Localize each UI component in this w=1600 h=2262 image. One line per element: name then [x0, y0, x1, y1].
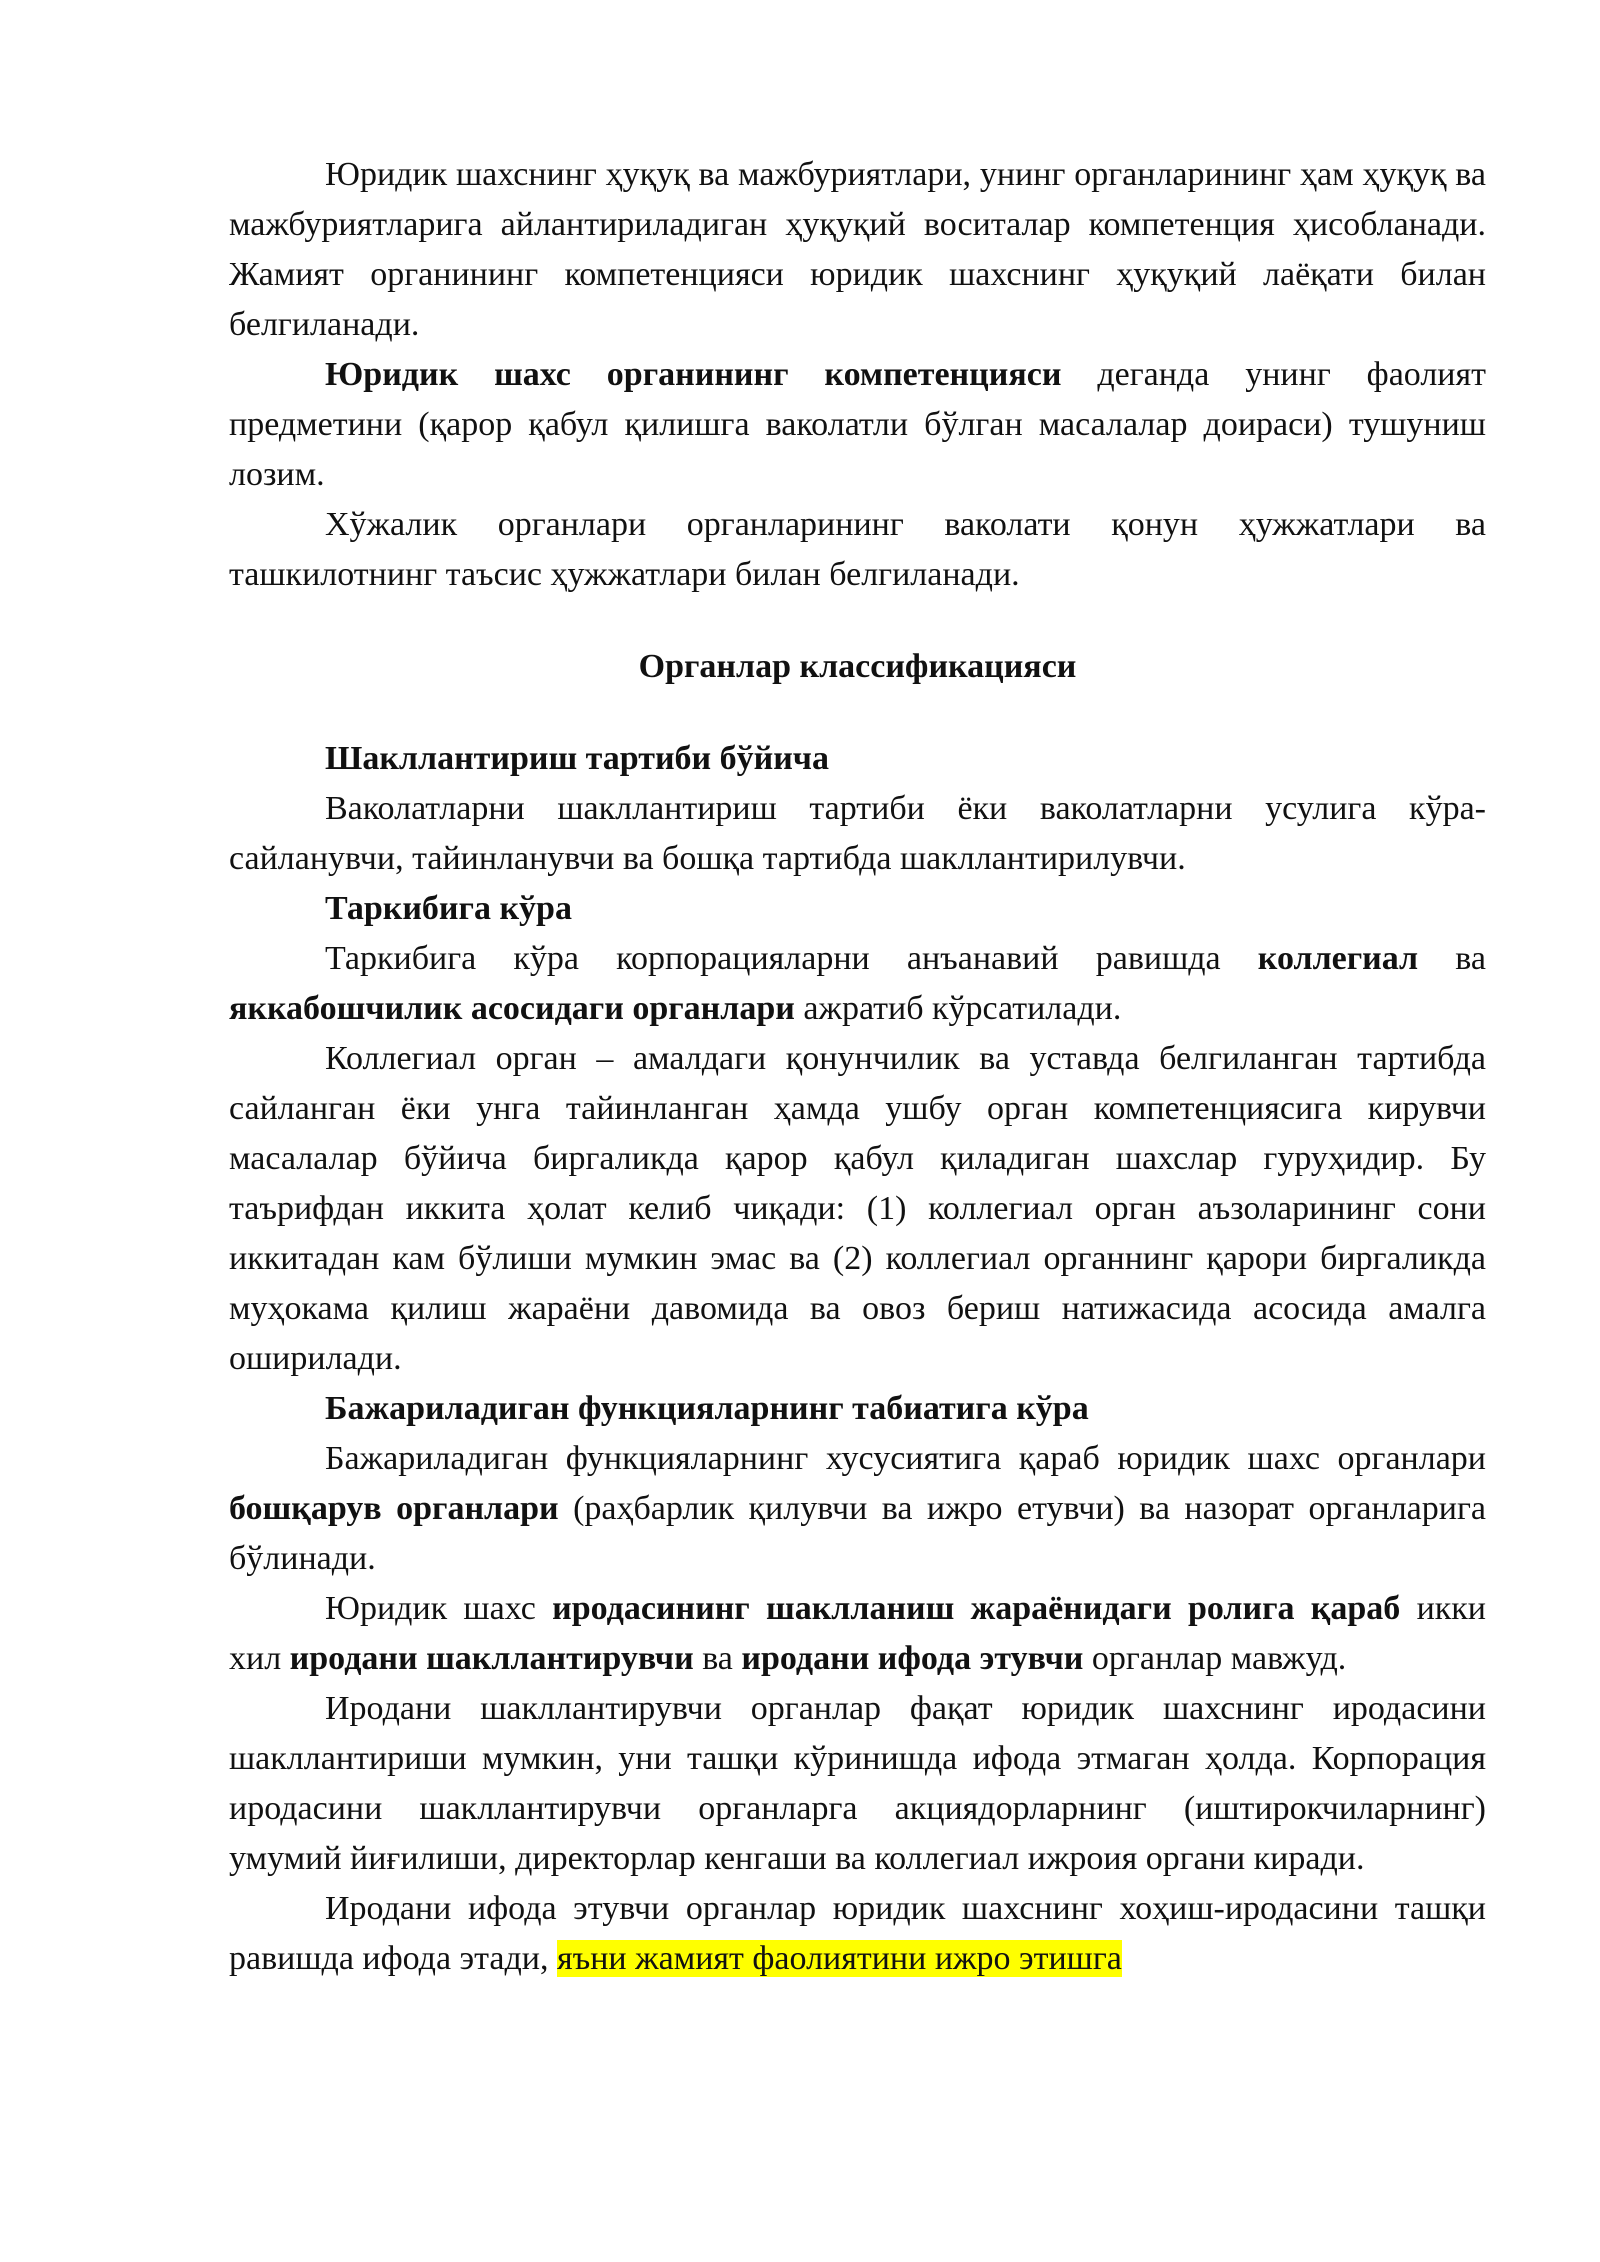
document-page: [229, 150, 1486, 1984]
paragraph-text: деганда унинг фаолият предметини (қарор қабул қилишга ваколатли бўлган масалалар доираси) тушуниш лозим.: [229, 356, 1486, 493]
bold-term-will-role: иродасининг шаклланиш жараёнидаги ролига қараб: [552, 1590, 1401, 1627]
paragraph-will-expressing-organs: [229, 1884, 1486, 1984]
paragraph-text: икки хил: [229, 1590, 1487, 1677]
paragraph-collegial-organ: Коллегиал орган – амалдаги қонунчилик ва уставда белгиланган тартибда сайланган ёки унга тайинланган ҳамда ушбу орган компетенциясига кирувчи масалалар бўйича биргаликда қарор қабул қиладиган шахслар гуруҳидир. Бу таърифдан иккита ҳолат келиб чиқади: (1) коллегиал орган аъзоларининг сони иккитадан кам бўлиши мумкин эмас ва (2) коллегиал органнинг қарори биргаликда муҳокама қилиш жараёни давомида ва овоз бериш натижасида асосида амалга оширилади.: [229, 1040, 1486, 1377]
paragraph-text: Бажариладиган функцияларнинг хусусиятига қараб юридик шахс органлари: [325, 1440, 1486, 1477]
paragraph-text: ажратиб кўрсатилади.: [794, 990, 1122, 1027]
paragraph-text: Юридик шахс: [325, 1590, 553, 1627]
paragraph-economic-organs: Хўжалик органлари органларининг ваколати қонун ҳужжатлари ва ташкилотнинг таъсис ҳужжатлари билан белгиланади.: [229, 506, 1486, 593]
subheading-functions: Бажариладиган функцияларнинг табиатига кўра: [325, 1390, 1089, 1427]
subheading-composition: Таркибига кўра: [325, 890, 572, 927]
paragraph-composition: [229, 934, 1486, 1034]
paragraph-text: (раҳбарлик қилувчи ва ижро етувчи) ва назорат органларига бўлинади.: [229, 1490, 1486, 1577]
bold-term-sole-organs: яккабошчилик асосидаги органлари: [229, 990, 795, 1027]
paragraph-organ-competence: [229, 350, 1486, 500]
paragraph-will-forming-organs: Иродани шакллантирувчи органлар фақат юридик шахснинг иродасини шакллантириши мумкин, уни ташқи кўринишда ифода этмаган ҳолда. Корпорация иродасини шакллантирувчи органларга акциядорларнинг (иштирокчиларнинг) умумий йиғилиши, директорлар кенгаши ва коллегиал ижроия органи киради.: [229, 1690, 1486, 1877]
paragraph-functions: [229, 1434, 1486, 1584]
paragraph-text: Таркибига кўра корпорацияларни анъанавий равишда: [325, 940, 1258, 977]
bold-term-collegial: коллегиал: [1257, 940, 1419, 977]
bold-term-management-organs: бошқарув органлари: [229, 1490, 559, 1527]
paragraph-text: органлар мавжуд.: [1083, 1640, 1347, 1677]
bold-term-will-forming: иродани шакллантирувчи: [289, 1640, 694, 1677]
section-heading: Органлар классификацияси: [638, 648, 1077, 685]
paragraph-text: ва: [1418, 940, 1486, 977]
bold-term-organ-competence: Юридик шахс органининг компетенцияси: [325, 356, 1062, 393]
subheading-formation-order: Шакллантириш тартиби бўйича: [325, 740, 829, 777]
paragraph-text: Иродани ифода этувчи органлар юридик шахснинг хоҳиш-иродасини ташқи равишда ифода этади,: [229, 1890, 1486, 1977]
paragraph-formation-order: Ваколатларни шакллантириш тартиби ёки ваколатларни усулига кўра- сайланувчи, тайинланувчи ва бошқа тартибда шакллантирилувчи.: [229, 790, 1486, 877]
paragraph-competence-definition: Юридик шахснинг ҳуқуқ ва мажбуриятлари, унинг органларининг ҳам ҳуқуқ ва мажбуриятларига айлантириладиган ҳуқуқий воситалар компетенция ҳисобланади. Жамият органининг компетенцияси юридик шахснинг ҳуқуқий лаёқати билан белгиланади.: [229, 156, 1486, 343]
paragraph-text: ва: [693, 1640, 742, 1677]
highlighted-text: яъни жамият фаолиятини ижро этишга: [557, 1940, 1122, 1977]
paragraph-will-formation: [229, 1584, 1486, 1684]
bold-term-will-expressing: иродани ифода этувчи: [741, 1640, 1084, 1677]
